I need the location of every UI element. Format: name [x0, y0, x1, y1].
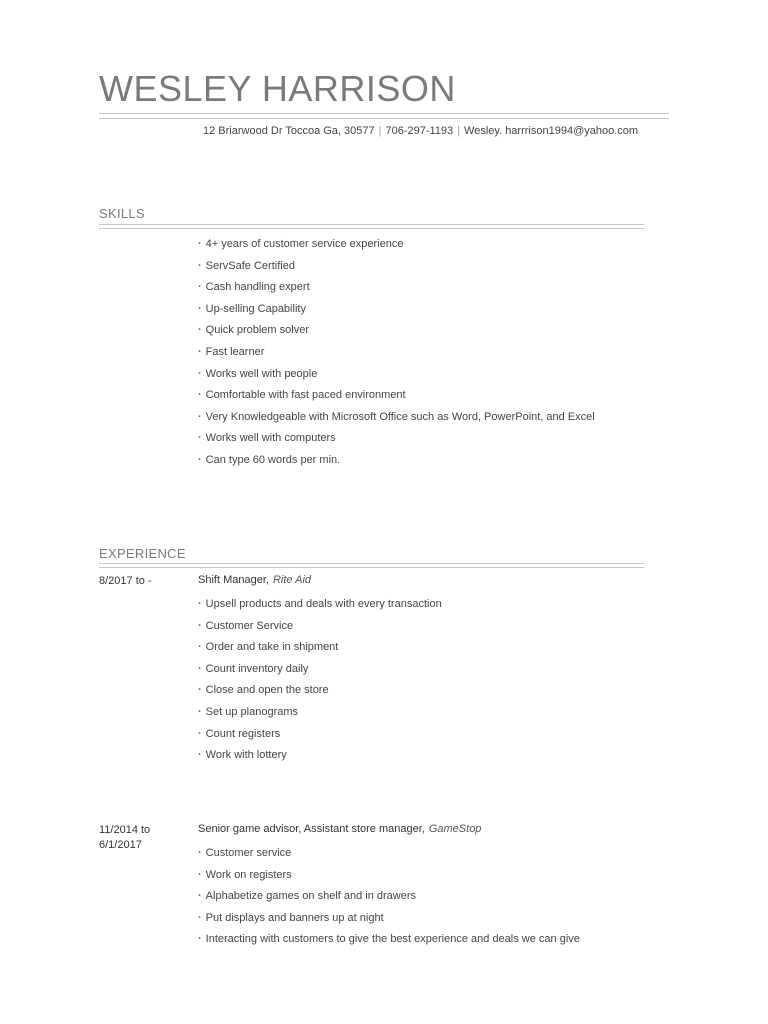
contact-email: Wesley. harrrison1994@yahoo.com — [464, 125, 639, 137]
list-item: · Alphabetize games on shelf and in drawers — [198, 889, 580, 911]
list-item: · Very Knowledgeable with Microsoft Office such as Word, PowerPoint, and Excel — [198, 410, 595, 432]
skills-heading: SKILLS — [99, 206, 145, 221]
list-item: · Set up planograms — [198, 705, 442, 727]
list-item: · Customer service — [198, 846, 580, 868]
contact-address: 12 Briarwood Dr Toccoa Ga, 30577 — [203, 125, 375, 137]
list-item: · Works well with people — [198, 367, 595, 389]
list-item: · Fast learner — [198, 345, 595, 367]
header-rule — [99, 113, 669, 119]
list-item: · Quick problem solver — [198, 323, 595, 345]
contact-separator: | — [457, 125, 461, 137]
list-item: · Close and open the store — [198, 683, 442, 705]
list-item: · Work on registers — [198, 868, 580, 890]
list-item: · Order and take in shipment — [198, 640, 442, 662]
job-duties-list — [198, 846, 580, 954]
contact-phone: 706-297-1193 — [385, 125, 454, 137]
job-company: GameStop — [428, 823, 482, 835]
job-company: Rite Aid — [272, 574, 312, 586]
skills-list — [198, 237, 595, 475]
list-item: · Upsell products and deals with every transaction — [198, 597, 442, 619]
job-title: Senior game advisor, Assistant store manager, — [198, 823, 425, 835]
experience-heading: EXPERIENCE — [99, 546, 186, 561]
list-item: · Comfortable with fast paced environment — [198, 388, 595, 410]
job-date-start: 8/2017 to - — [99, 575, 152, 587]
skills-rule — [99, 224, 644, 229]
list-item: · ServSafe Certified — [198, 259, 595, 281]
list-item: · Cash handling expert — [198, 280, 595, 302]
list-item: · Interacting with customers to give the best experience and deals we can give — [198, 932, 580, 954]
list-item: · Can type 60 words per min. — [198, 453, 595, 475]
list-item: · Count registers — [198, 727, 442, 749]
job-title-line — [198, 823, 481, 835]
experience-rule — [99, 563, 644, 568]
job-date — [99, 823, 194, 853]
job-duties-list — [198, 597, 442, 770]
list-item: · Works well with computers — [198, 431, 595, 453]
candidate-name: WESLEY HARRISON — [99, 68, 456, 109]
list-item: · Count inventory daily — [198, 662, 442, 684]
contact-separator: | — [378, 125, 382, 137]
list-item: · Customer Service — [198, 619, 442, 641]
list-item: · Up-selling Capability — [198, 302, 595, 324]
list-item: · 4+ years of customer service experience — [198, 237, 595, 259]
job-date — [99, 574, 194, 589]
list-item: · Put displays and banners up at night — [198, 911, 580, 933]
job-title-line — [198, 574, 311, 586]
job-title: Shift Manager, — [198, 574, 269, 586]
job-date-end: 6/1/2017 — [99, 839, 142, 851]
job-date-start: 11/2014 to — [99, 824, 151, 836]
contact-line — [203, 125, 638, 137]
list-item: · Work with lottery — [198, 748, 442, 770]
